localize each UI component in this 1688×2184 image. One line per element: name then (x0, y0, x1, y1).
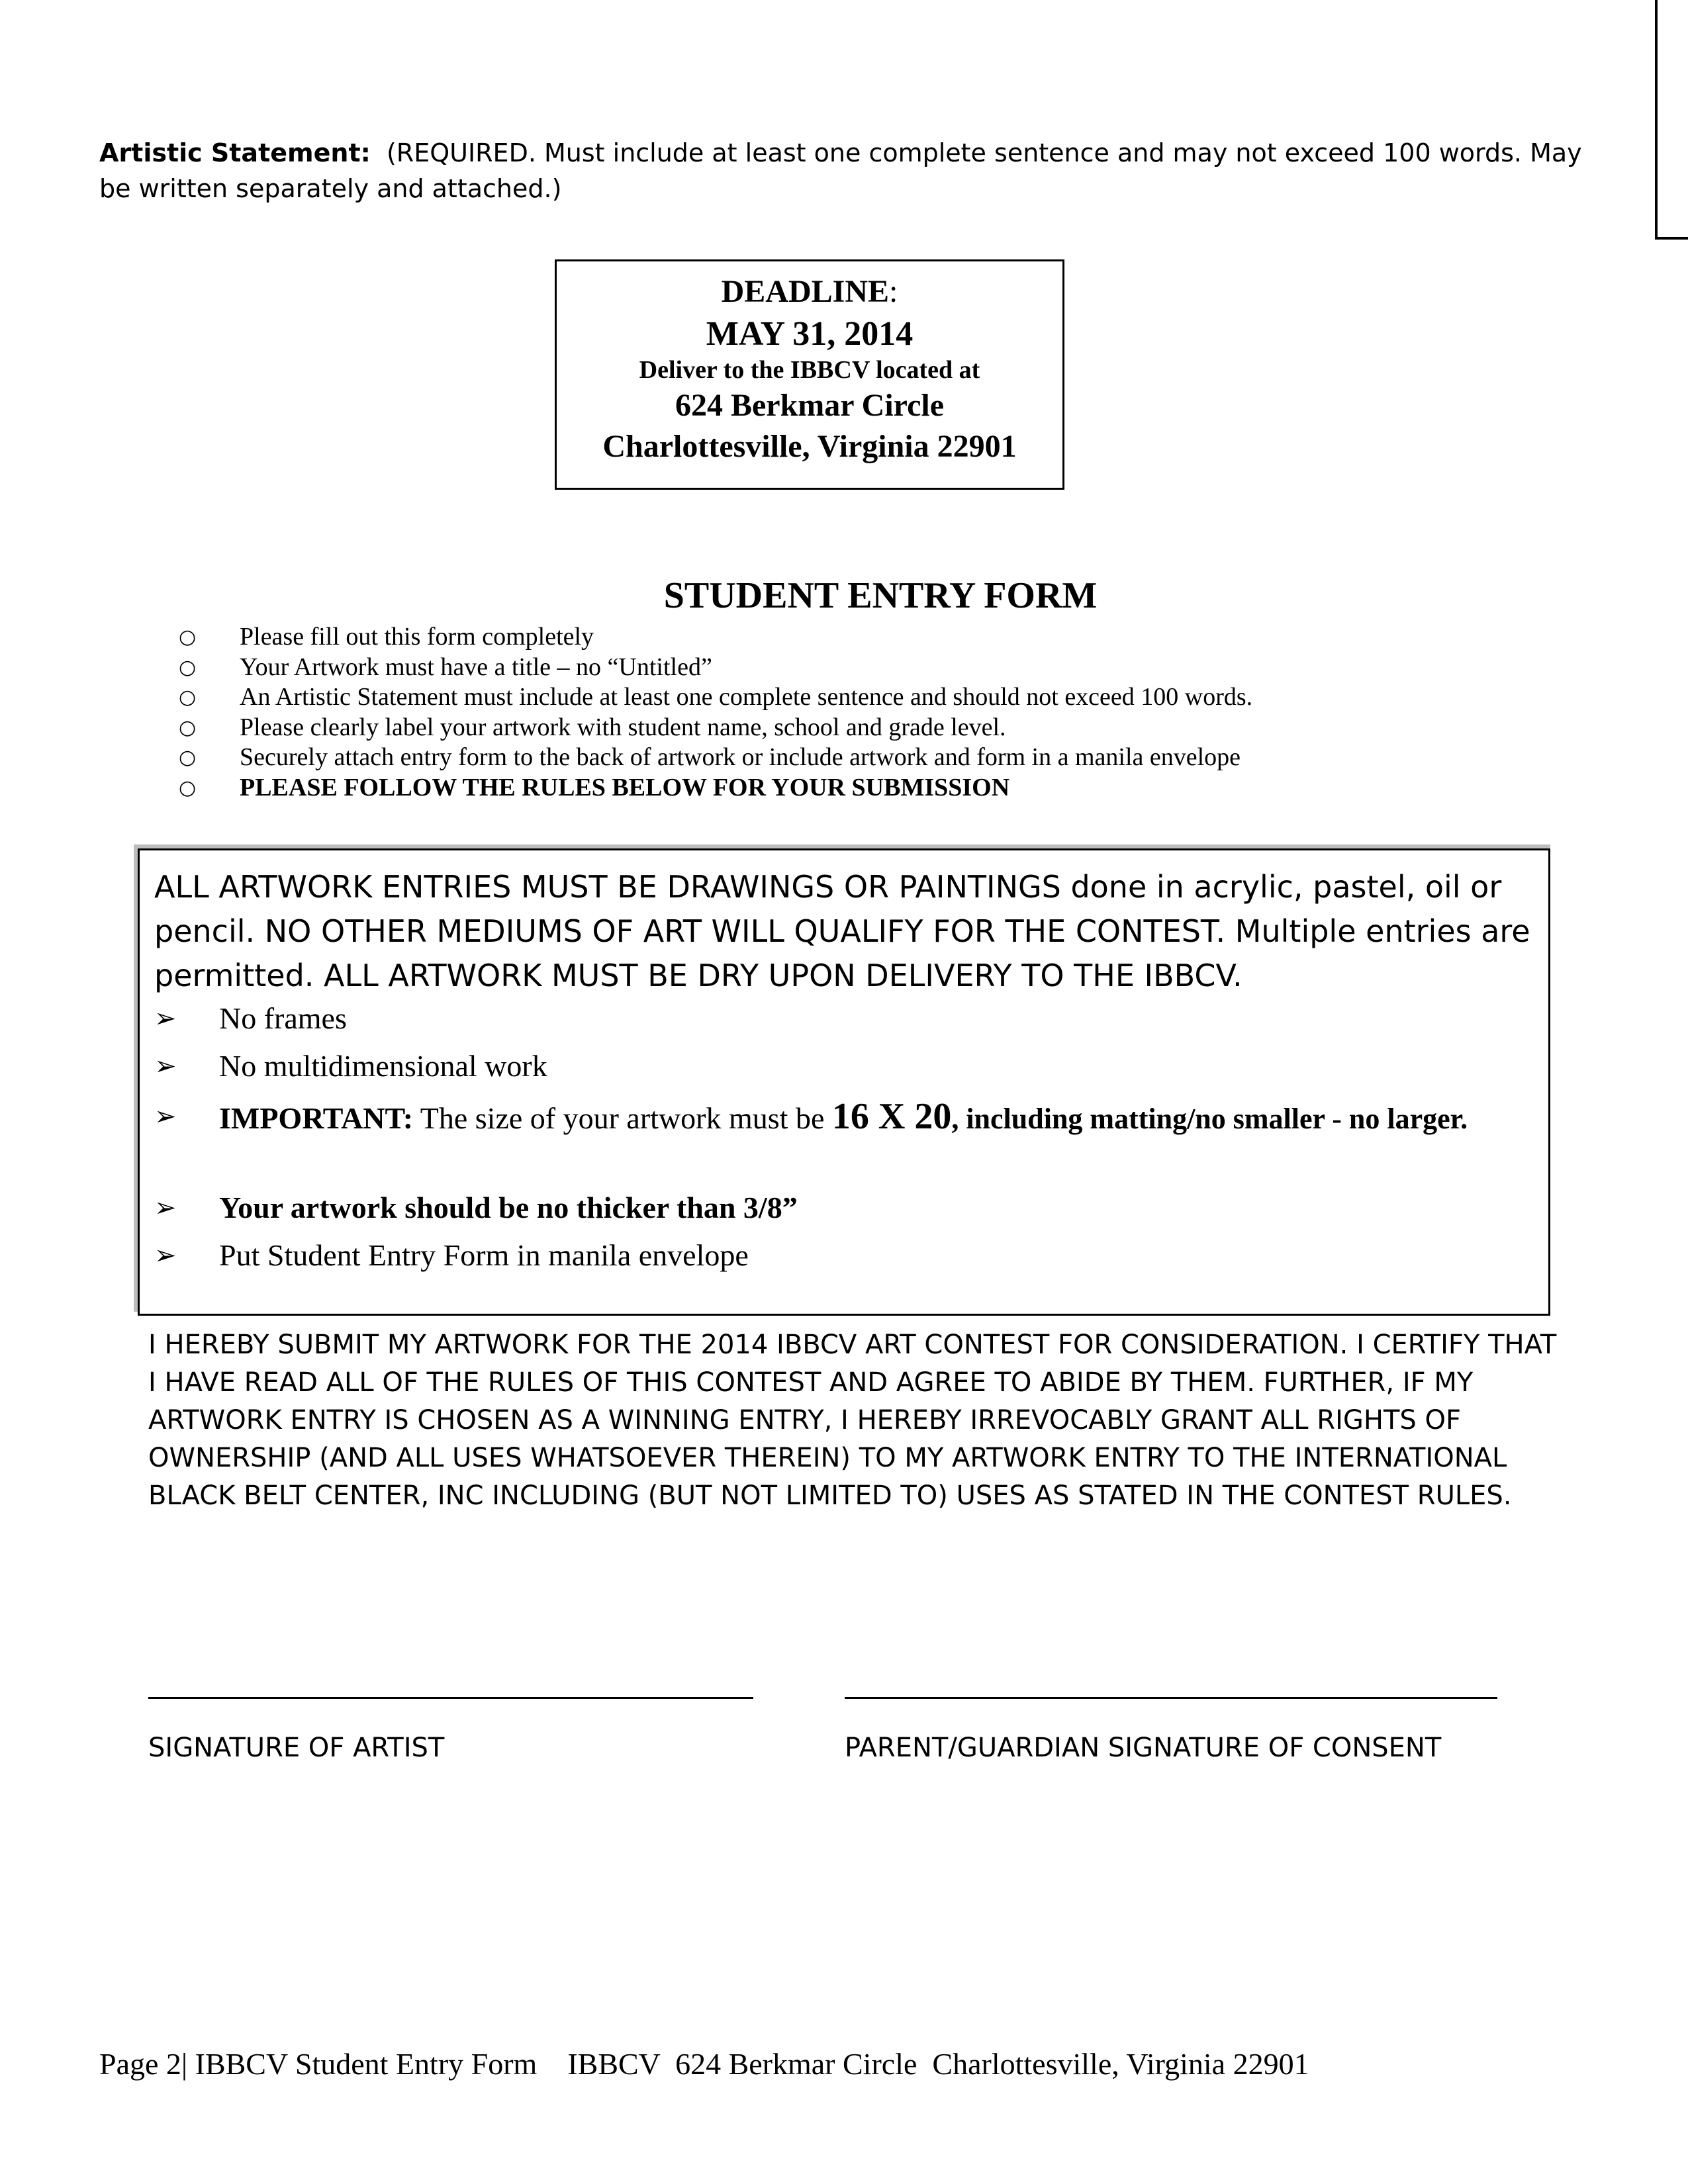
deadline-colon: : (889, 274, 898, 309)
instruction-item (179, 622, 1569, 653)
rule-item (154, 1187, 1538, 1234)
artistic-statement (99, 135, 1609, 206)
artist-signature-label: SIGNATURE OF ARTIST (148, 1733, 445, 1763)
parent-signature-line[interactable] (845, 1697, 1497, 1699)
rule-text: No multidimensional work (219, 1049, 547, 1083)
instruction-text: Securely attach entry form to the back of artwork or include artwork and form in a manila envelope (240, 743, 1241, 771)
arrow-bullet-icon: ➢ (154, 1193, 177, 1223)
rule-item (154, 1045, 1538, 1093)
parent-signature-label: PARENT/GUARDIAN SIGNATURE OF CONSENT (845, 1733, 1442, 1763)
rule-item (154, 997, 1538, 1045)
important-size: 16 X 20 (831, 1096, 952, 1137)
instruction-item (179, 773, 1569, 803)
rule-item (154, 1093, 1538, 1187)
instruction-text: PLEASE FOLLOW THE RULES BELOW FOR YOUR SUBMISSION (240, 773, 1010, 801)
form-title: STUDENT ENTRY FORM (663, 575, 1098, 616)
instruction-text: Your Artwork must have a title – no “Untitled” (240, 653, 712, 681)
instruction-text: Please fill out this form completely (240, 623, 594, 651)
deadline-box (555, 259, 1064, 490)
rule-text: No frames (219, 1001, 347, 1035)
artist-signature-line[interactable] (148, 1697, 753, 1699)
deadline-date: MAY 31, 2014 (706, 315, 914, 353)
instruction-list (179, 622, 1569, 803)
artistic-statement-note: (REQUIRED. Must include at least one complete sentence and may not exceed 100 words. May be written separately and attached.) (99, 138, 1582, 203)
circle-bullet-icon: ○ (179, 655, 197, 679)
circle-bullet-icon: ○ (179, 776, 197, 799)
rule-text: Put Student Entry Form in manila envelope (219, 1238, 749, 1272)
artistic-statement-label: Artistic Statement: (99, 138, 371, 167)
page-corner-frame (1655, 0, 1688, 240)
important-rest: , including matting/no smaller - no larger. (951, 1103, 1468, 1135)
deadline-deliver-text: Deliver to the IBBCV located at (639, 356, 980, 384)
rules-intro: ALL ARTWORK ENTRIES MUST BE DRAWINGS OR PAINTINGS done in acrylic, pastel, oil or pencil. NO OTHER MEDIUMS OF ART WILL QUALIFY FOR THE CONTEST. Multiple entries are permitted. ALL ARTWORK MUST BE DRY UPON DELIVERY TO THE IBBCV. (154, 869, 1530, 993)
deadline-label-line (557, 273, 1062, 310)
arrow-bullet-icon: ➢ (154, 1240, 177, 1271)
instruction-text: Please clearly label your artwork with student name, school and grade level. (240, 713, 1006, 741)
deadline-street: 624 Berkmar Circle (675, 388, 945, 423)
rules-list (154, 997, 1538, 1282)
circle-bullet-icon: ○ (179, 715, 197, 739)
circle-bullet-icon: ○ (179, 746, 197, 769)
page-footer: Page 2| IBBCV Student Entry Form IBBCV 624 Berkmar Circle Charlottesville, Virginia 22901 (99, 2047, 1309, 2081)
arrow-bullet-icon: ➢ (154, 1051, 177, 1081)
important-text: The size of your artwork must be (413, 1101, 832, 1135)
instruction-item (179, 682, 1569, 713)
instruction-item (179, 743, 1569, 773)
instruction-text: An Artistic Statement must include at least one complete sentence and should not exceed 100 words. (240, 683, 1253, 711)
circle-bullet-icon: ○ (179, 686, 197, 709)
instruction-item (179, 713, 1569, 743)
arrow-bullet-icon: ➢ (154, 1003, 177, 1034)
instruction-item (179, 653, 1569, 683)
important-label: IMPORTANT: (219, 1101, 414, 1135)
rule-item (154, 1234, 1538, 1282)
arrow-bullet-icon: ➢ (154, 1101, 177, 1132)
certification-text: I HEREBY SUBMIT MY ARTWORK FOR THE 2014 IBBCV ART CONTEST FOR CONSIDERATION. I CERTIFY THAT I HAVE READ ALL OF THE RULES OF THIS CONTEST AND AGREE TO ABIDE BY THEM. FURTHER, IF MY ARTWORK ENTRY IS CHOSEN AS A WINNING ENTRY, I HEREBY IRREVOCABLY GRANT ALL RIGHTS OF OWNERSHIP (AND ALL USES WHATSOEVER THEREIN) TO MY ARTWORK ENTRY TO THE INTERNATIONAL BLACK BELT CENTER, INC INCLUDING (BUT NOT LIMITED TO) USES AS STATED IN THE CONTEST RULES. (148, 1330, 1557, 1511)
rules-box (138, 848, 1550, 1316)
rule-text: Your artwork should be no thicker than 3/8” (219, 1191, 798, 1224)
deadline-city: Charlottesville, Virginia 22901 (602, 429, 1017, 464)
deadline-label: DEADLINE (721, 274, 890, 309)
circle-bullet-icon: ○ (179, 625, 197, 649)
